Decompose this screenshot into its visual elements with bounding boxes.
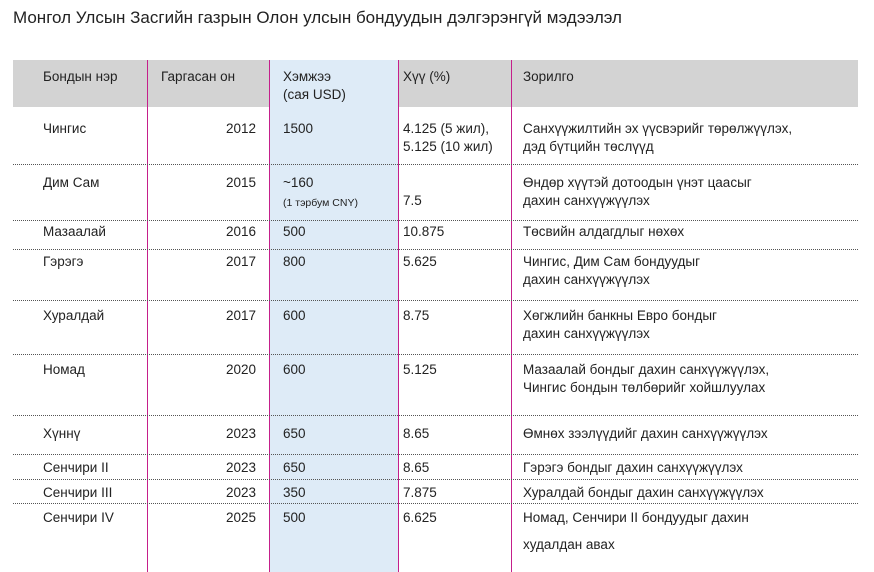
bond-rate: 5.125	[403, 362, 437, 377]
bond-rate: 4.125 (5 жил),	[403, 121, 489, 136]
bond-purpose-line2: худалдан авах	[523, 537, 615, 552]
bond-year: 2020	[225, 362, 256, 377]
bond-rate: 7.875	[403, 485, 437, 500]
bond-year: 2015	[225, 175, 256, 190]
bond-purpose-line2: дахин санхүүжүүлэх	[523, 272, 650, 287]
header-size-line2: (сая USD)	[283, 87, 346, 102]
bond-purpose-line2: Чингис бондын төлбөрийг хойшлуулах	[523, 380, 766, 395]
bond-name: Сенчири II	[43, 460, 109, 475]
bond-name: Гэрэгэ	[43, 254, 84, 269]
bond-size: 800	[283, 254, 306, 269]
bond-year: 2017	[225, 254, 256, 269]
header-size	[283, 68, 346, 104]
row-separator	[13, 454, 858, 455]
bond-purpose: Өмнөх зээлүүдийг дахин санхүүжүүлэх	[523, 426, 768, 441]
bond-name: Номад	[43, 362, 85, 377]
bond-purpose: Хуралдай бондыг дахин санхүүжүүлэх	[523, 485, 764, 500]
header-year: Гаргасан он	[161, 69, 236, 84]
bond-name: Сенчири III	[43, 485, 113, 500]
column-divider	[147, 60, 148, 572]
header-name: Бондын нэр	[43, 69, 118, 84]
bond-rate: 8.75	[403, 308, 430, 323]
bond-rate: 10.875	[403, 224, 445, 239]
bond-purpose-line2: дэд бүтцийн төслүүд	[523, 139, 654, 154]
header-rate: Хүү (%)	[403, 69, 451, 84]
bond-rate: 8.65	[403, 426, 430, 441]
bond-purpose: Номад, Сенчири II бондуудыг дахин	[523, 510, 749, 525]
bonds-table	[13, 60, 858, 572]
bond-size: 500	[283, 510, 306, 525]
row-separator	[13, 415, 858, 416]
bond-name: Мазаалай	[43, 224, 106, 239]
column-divider	[511, 60, 512, 572]
bond-size-note: (1 тэрбум CNY)	[283, 197, 358, 209]
bond-rate: 7.5	[403, 193, 422, 208]
bond-rate: 5.625	[403, 254, 437, 269]
bond-purpose: Хөгжлийн банкны Евро бондыг	[523, 308, 717, 323]
bond-year: 2012	[225, 121, 256, 136]
column-divider	[269, 60, 270, 572]
bond-size: 600	[283, 362, 306, 377]
bond-purpose-line2: дахин санхүүжүүлэх	[523, 326, 650, 341]
header-purpose: Зорилго	[523, 69, 574, 84]
row-separator	[13, 479, 858, 480]
row-separator	[13, 249, 858, 250]
bond-year: 2025	[225, 510, 256, 525]
bond-purpose: Санхүүжилтийн эх үүсвэрийг төрөлжүүлэх,	[523, 121, 793, 136]
bond-purpose: Өндөр хүүтэй дотоодын үнэт цаасыг	[523, 175, 752, 190]
bond-rate: 6.625	[403, 510, 437, 525]
row-separator	[13, 220, 858, 221]
page-title: Монгол Улсын Засгийн газрын Олон улсын бондуудын дэлгэрэнгүй мэдээлэл	[13, 8, 622, 27]
row-separator	[13, 300, 858, 301]
bond-year: 2016	[225, 224, 256, 239]
bond-size: ~160	[283, 175, 314, 190]
bond-rate-line2: 5.125 (10 жил)	[403, 139, 493, 154]
bond-rate: 8.65	[403, 460, 430, 475]
bond-purpose: Төсвийн алдагдлыг нөхөх	[523, 224, 685, 239]
bond-name: Дим Сам	[43, 175, 100, 190]
bond-year: 2023	[225, 460, 256, 475]
bond-purpose: Чингис, Дим Сам бондуудыг	[523, 254, 700, 269]
bond-name: Чингис	[43, 121, 87, 136]
row-separator	[13, 503, 858, 504]
bond-name: Сенчири IV	[43, 510, 114, 525]
bond-size: 650	[283, 426, 306, 441]
bond-size: 600	[283, 308, 306, 323]
bond-year: 2017	[225, 308, 256, 323]
bond-name: Хуралдай	[43, 308, 105, 323]
bond-size: 1500	[283, 121, 314, 136]
bond-name: Хүннү	[43, 426, 81, 441]
bond-size: 350	[283, 485, 306, 500]
bond-purpose: Мазаалай бондыг дахин санхүүжүүлэх,	[523, 362, 770, 377]
header-size-line1: Хэмжээ	[283, 69, 331, 84]
bond-size: 500	[283, 224, 306, 239]
row-separator	[13, 354, 858, 355]
bond-year: 2023	[225, 485, 256, 500]
bond-purpose-line2: дахин санхүүжүүлэх	[523, 193, 650, 208]
bond-year: 2023	[225, 426, 256, 441]
column-divider	[398, 60, 399, 572]
bond-size: 650	[283, 460, 306, 475]
row-separator	[13, 164, 858, 165]
bond-purpose: Гэрэгэ бондыг дахин санхүүжүүлэх	[523, 460, 743, 475]
